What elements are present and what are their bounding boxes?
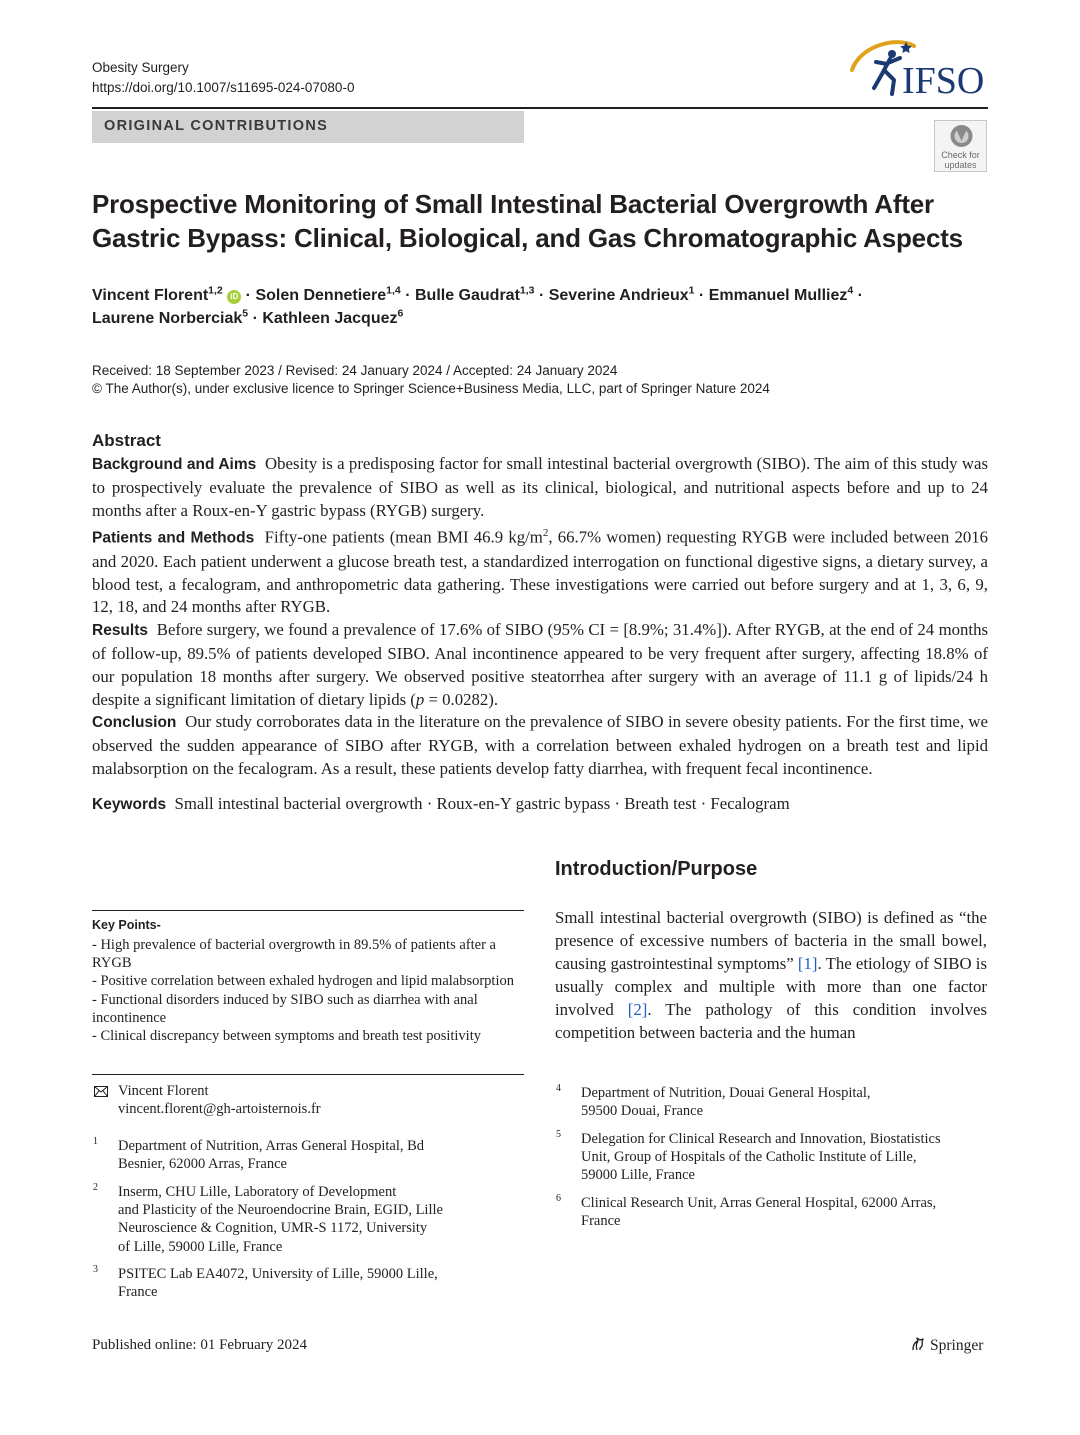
citation-link[interactable]: [2] xyxy=(627,1000,648,1019)
check-updates-label: Check for updates xyxy=(941,150,980,170)
author-name[interactable]: Bulle Gaudrat xyxy=(414,287,520,304)
affiliation-number: 1 xyxy=(93,1136,98,1147)
envelope-icon xyxy=(94,1086,108,1097)
key-point-item: - Functional disorders induced by SIBO such as diarrhea with anal incontinence xyxy=(92,991,478,1026)
author-affiliation: 5 xyxy=(242,307,249,320)
affiliation-line: Department of Nutrition, Arras General Hospital, Bd xyxy=(118,1138,425,1154)
affiliation-line: Clinical Research Unit, Arras General Hospital, 62000 Arras, xyxy=(581,1195,937,1211)
abstract-results xyxy=(92,619,988,711)
author-name[interactable]: Kathleen Jacquez xyxy=(262,310,398,327)
key-points-title: Key Points- xyxy=(92,918,161,932)
abstract-label: Background and Aims xyxy=(92,456,257,473)
journal-name: Obesity Surgery xyxy=(92,60,189,75)
affiliation-line: Delegation for Clinical Research and Innovation, Biostatistics xyxy=(581,1131,941,1147)
abstract-italic: p xyxy=(415,689,425,709)
abstract-conclusion xyxy=(92,711,988,780)
abstract-background xyxy=(92,453,988,522)
affiliation-line: PSITEC Lab EA4072, University of Lille, 59000 Lille, xyxy=(118,1266,438,1282)
check-updates-badge[interactable] xyxy=(934,120,987,172)
key-point-item: - Clinical discrepancy between symptoms and breath test positivity xyxy=(92,1028,481,1045)
author-name[interactable]: Laurene Norberciak xyxy=(92,310,243,327)
author-affiliation: 1 xyxy=(688,284,695,297)
affiliation-line: France xyxy=(581,1213,621,1230)
abstract-superscript: 2 xyxy=(542,527,549,540)
orcid-icon[interactable]: iD xyxy=(227,290,241,304)
key-points-top-rule xyxy=(92,910,524,911)
intro-text: . The pathology of this condition involves competition between bacteria and the human xyxy=(555,1000,988,1042)
abstract-body xyxy=(92,453,988,781)
affiliation-line: Unit, Group of Hospitals of the Catholic Institute of Lille, xyxy=(581,1149,917,1166)
author-name[interactable]: Solen Dennetiere xyxy=(255,287,387,304)
affiliation-line: 59000 Lille, France xyxy=(581,1167,695,1184)
author-name[interactable]: Severine Andrieux xyxy=(548,287,689,304)
abstract-text: = 0.0282). xyxy=(424,689,499,709)
author-list xyxy=(92,284,992,330)
affiliation xyxy=(118,1265,438,1301)
keywords-text: Small intestinal bacterial overgrowth · Roux-en-Y gastric bypass · Breath test · Fecalogram xyxy=(174,794,790,813)
key-point-item: - High prevalence of bacterial overgrowth in 89.5% of patients after a RYGB xyxy=(92,937,496,972)
doi-link[interactable]: https://doi.org/10.1007/s11695-024-07080-0 xyxy=(92,80,355,95)
key-points-bottom-rule xyxy=(92,1074,524,1075)
author-affiliation: 1,3 xyxy=(519,284,535,297)
affiliation xyxy=(118,1137,424,1173)
affiliation-line: and Plasticity of the Neuroendocrine Brain, EGID, Lille xyxy=(118,1202,443,1219)
key-points-list xyxy=(92,936,522,1045)
affiliation xyxy=(581,1194,936,1230)
affiliation-line: France xyxy=(118,1284,158,1301)
copyright-notice: © The Author(s), under exclusive licence to Springer Science+Business Media, LLC, part of Springer Nature 2024 xyxy=(92,381,770,396)
author-affiliation: 4 xyxy=(847,284,854,297)
author-line: Laurene Norberciak$^5$ · Kathleen Jacquez$^6$ xyxy=(92,307,404,327)
author-affiliation: 1,4 xyxy=(386,284,401,297)
publisher-name: Springer xyxy=(930,1337,984,1354)
abstract-label: Patients and Methods xyxy=(92,529,255,547)
affiliation-line: Department of Nutrition, Douai General Hospital, xyxy=(581,1085,871,1101)
intro-paragraph xyxy=(555,906,987,1044)
header-rule xyxy=(92,107,988,109)
springer-horse-icon xyxy=(910,1336,926,1352)
affiliation xyxy=(581,1130,941,1185)
affiliation-number: 6 xyxy=(556,1193,561,1204)
published-date: Published online: 01 February 2024 xyxy=(92,1337,307,1353)
author-name[interactable]: Vincent Florent xyxy=(92,287,209,304)
affiliation-line: of Lille, 59000 Lille, France xyxy=(118,1238,283,1255)
author-name[interactable]: Emmanuel Mulliez xyxy=(708,287,848,304)
author-line: Vincent Florent$^{1,2}$ iD · Solen Dennetiere$^{1,4}$ · Bulle Gaudrat$^{1,3}$ · Severine Andrieux$^1$ · Emmanuel Mulliez$^4$ · xyxy=(92,284,864,304)
abstract-text: Fifty-one patients (mean BMI 46.9 kg/m xyxy=(264,527,543,547)
key-point-item: - Positive correlation between exhaled hydrogen and lipid malabsorption xyxy=(92,973,514,990)
intro-text: Small intestinal bacterial overgrowth (SIBO) is defined as “the presence of excessive numbers of bacteria in the small bowel, causing gastrointestinal symptoms” xyxy=(555,908,987,973)
abstract-text: Obesity is a predisposing factor for small intestinal bacterial overgrowth (SIBO). The aim of this study was to prospectively evaluate the prevalence of SIBO as well as its clinical, biological, and nutritional aspects before and up to 24 months after a Roux-en-Y gastric bypass (RYGB) surgery. xyxy=(92,454,989,520)
keywords-label: Keywords xyxy=(92,796,167,813)
citation-link[interactable]: [1] xyxy=(797,954,818,973)
article-dates: Received: 18 September 2023 / Revised: 24 January 2024 / Accepted: 24 January 2024 xyxy=(92,363,618,378)
affiliation-line: Besnier, 62000 Arras, France xyxy=(118,1156,287,1173)
affiliation xyxy=(581,1084,871,1120)
publisher xyxy=(910,1336,983,1355)
abstract-text: Our study corroborates data in the literature on the prevalence of SIBO in severe obesity patients. For the first time, we observed the sudden appearance of SIBO after RYGB, with a correlation between exhaled hydrogen on a breath test and lipid malabsorption on the fecalogram. As a result, these patients develop fatty diarrhea, with frequent fecal incontinence. xyxy=(92,712,988,778)
abstract-label: Conclusion xyxy=(92,714,177,732)
check-updates-icon xyxy=(935,121,988,151)
correspondence-email[interactable]: vincent.florent@gh-artoisternois.fr xyxy=(118,1101,321,1118)
section-label: ORIGINAL CONTRIBUTIONS xyxy=(104,118,329,134)
correspondence-name: Vincent Florent xyxy=(118,1083,209,1099)
affiliation-number: 4 xyxy=(556,1083,561,1094)
title-line: Prospective Monitoring of Small Intestinal Bacterial Overgrowth After xyxy=(92,189,934,219)
affiliation-line: Neuroscience & Cognition, UMR-S 1172, University xyxy=(118,1220,428,1237)
title-line: Gastric Bypass: Clinical, Biological, and Gas Chromatographic Aspects xyxy=(92,223,963,253)
abstract-methods xyxy=(92,522,988,619)
logo-figure-head xyxy=(888,50,896,58)
abstract-label: Results xyxy=(92,622,148,640)
logo-text: IFSO xyxy=(902,60,985,100)
author-affiliation: 6 xyxy=(397,307,404,320)
affiliation-number: 2 xyxy=(93,1182,98,1193)
intro-text: . The etiology of SIBO is usually complex and multiple with more than one factor involved xyxy=(555,954,987,1019)
abstract-text: Before surgery, we found a prevalence of 17.6% of SIBO (95% CI = [8.9%; 31.4%]). After RYGB, at the end of 24 months of follow-up, 89.5% of patients developed SIBO. Anal incontinence appeared to be very frequent after surgery, affecting 18.8% of our population 18 months after surgery. We observed positive steatorrhea after surgery with an average of 11.1 g of lipids/24 h despite a significant limitation of dietary lipids ( xyxy=(92,620,988,709)
author-affiliation: 1,2 xyxy=(208,284,223,297)
keywords xyxy=(92,793,988,816)
abstract-text: , 66.7% women) requesting RYGB were included between 2016 and 2020. Each patient underwent a glucose breath test, a standardized interrogation on functional digestive signs, a dietary survey, a blood test, a fecalogram, and anthropometric data gathering. These investigations were carried out before surgery and at 1, 3, 6, 9, 12, 18, and 24 months after RYGB. xyxy=(92,527,989,617)
abstract-heading: Abstract xyxy=(92,431,161,450)
logo-figure-body xyxy=(874,58,900,94)
affiliation-line: 59500 Douai, France xyxy=(581,1103,704,1120)
affiliation-line: Inserm, CHU Lille, Laboratory of Development xyxy=(118,1184,397,1200)
correspondence xyxy=(118,1082,321,1118)
affiliation xyxy=(118,1183,443,1256)
ifso-logo xyxy=(848,38,990,100)
affiliation-number: 3 xyxy=(93,1264,98,1275)
paper-title xyxy=(92,187,992,255)
intro-heading: Introduction/Purpose xyxy=(555,858,758,880)
affiliation-number: 5 xyxy=(556,1129,561,1140)
